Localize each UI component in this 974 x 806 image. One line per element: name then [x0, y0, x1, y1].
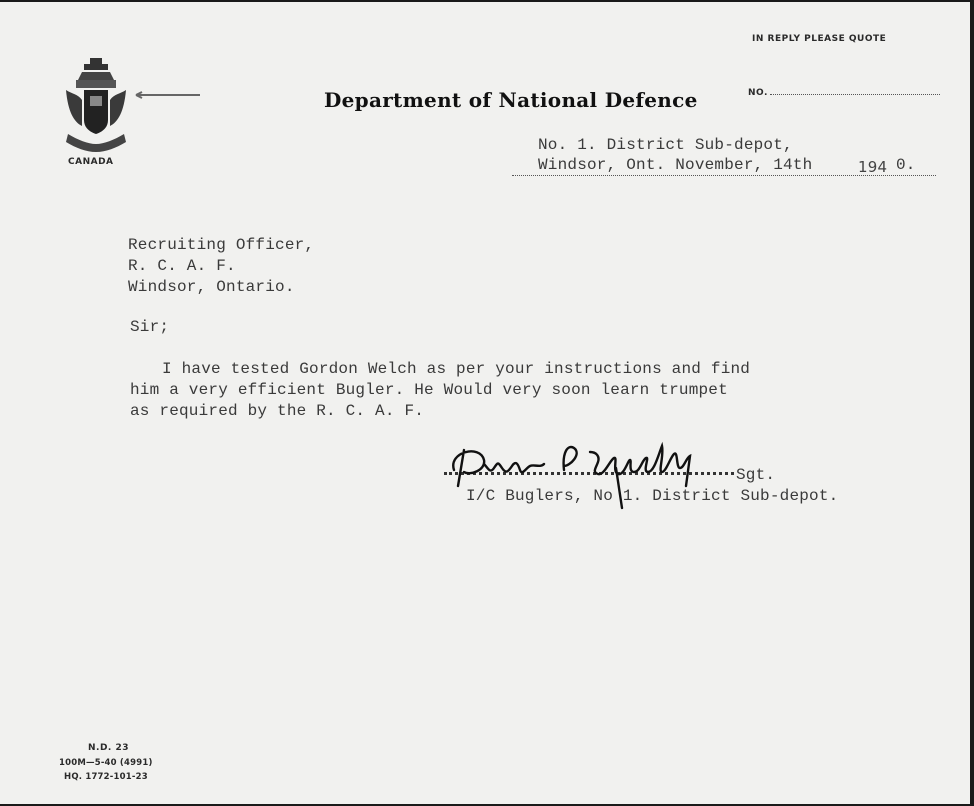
body-line: him a very efficient Bugler. He Would very soon learn trumpet: [130, 381, 728, 399]
recipient-line3: Windsor, Ontario.: [128, 278, 295, 296]
salutation: Sir;: [130, 318, 170, 336]
sender-address-line1: No. 1. District Sub-depot,: [538, 136, 793, 154]
canada-coat-of-arms-icon: [60, 56, 132, 154]
form-code-line1: N.D. 23: [88, 743, 129, 753]
no-label: NO.: [748, 88, 768, 98]
recipient-line2: R. C. A. F.: [128, 257, 236, 275]
year-prefix: 194: [858, 158, 888, 176]
form-code-line2: 100M—5-40 (4991): [59, 758, 153, 768]
recipient-line1: Recruiting Officer,: [128, 236, 315, 254]
year-suffix: 0.: [896, 156, 916, 174]
sender-address-line2: Windsor, Ont. November, 14th: [538, 156, 813, 174]
form-code-line3: HQ. 1772-101-23: [64, 772, 148, 782]
reference-number-field: [732, 64, 936, 118]
letter-page: [0, 2, 970, 804]
department-title: Department of National Defence: [324, 88, 698, 112]
body-line: I have tested Gordon Welch as per your instructions and find: [162, 360, 751, 378]
reply-label: IN REPLY PLEASE QUOTE: [752, 34, 887, 44]
signature-rank: Sgt.: [736, 466, 776, 484]
body-line: as required by the R. C. A. F.: [130, 402, 425, 420]
arrow-mark-icon: [134, 90, 202, 100]
signature-title: I/C Buglers, No 1. District Sub-depot.: [466, 487, 839, 505]
country-label: CANADA: [68, 157, 114, 167]
date-line: [512, 156, 936, 176]
